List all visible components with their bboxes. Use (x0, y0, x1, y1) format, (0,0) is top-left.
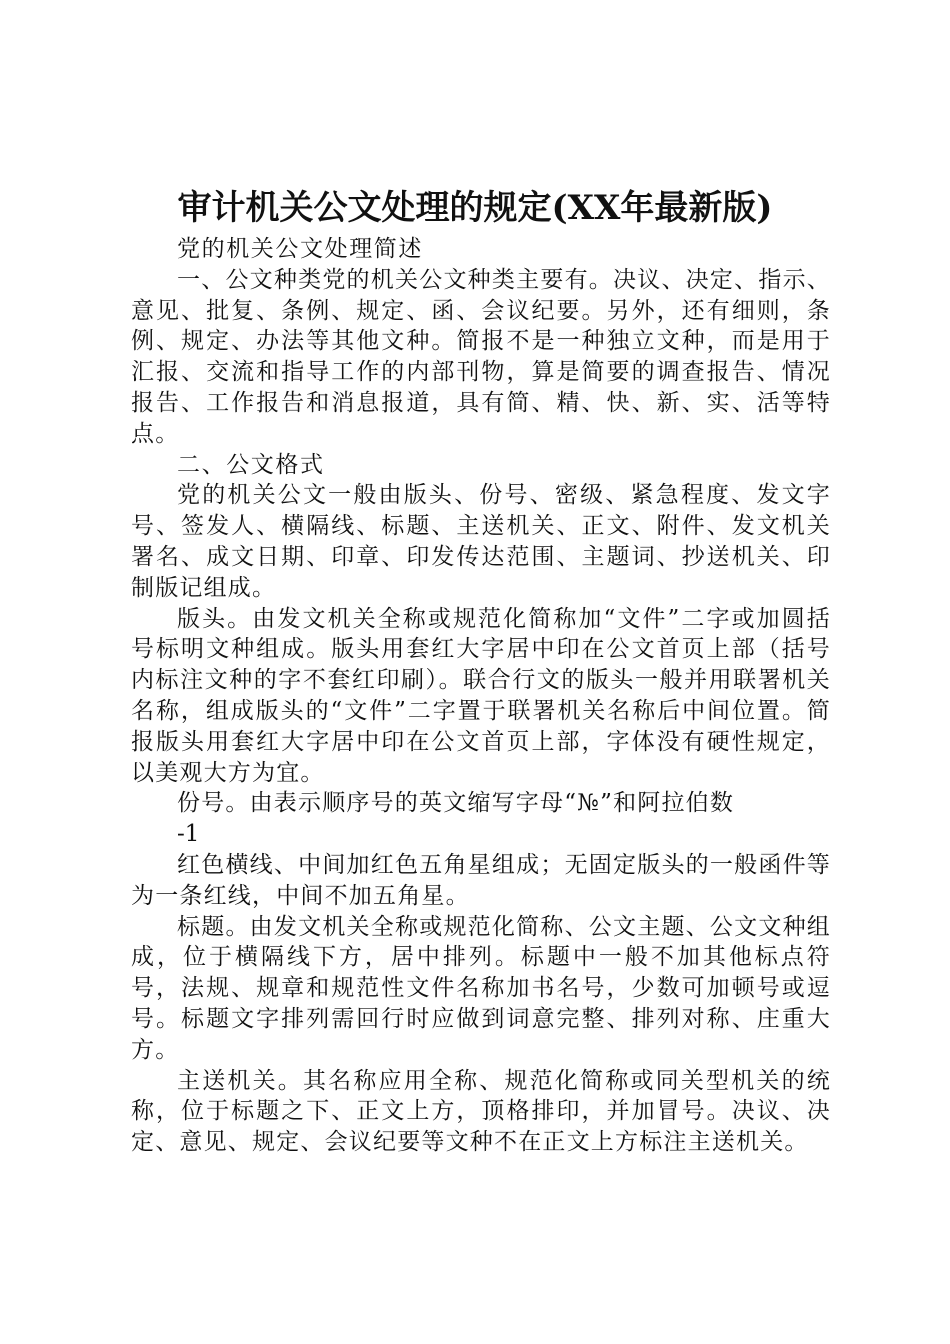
paragraph-format-heading: 二、公文格式 (177, 451, 325, 478)
paragraph-format-components: 党的机关公文一般由版头、份号、密级、紧急程度、发文字号、签发人、横隔线、标题、主送机关、正文、附件、发文机关署名、成文日期、印章、印发传达范围、主题词、抄送机关、印制版记组成。 (131, 482, 831, 601)
paragraph-recipient: 主送机关。其名称应用全称、规范化简称或同关型机关的统称，位于标题之下、正文上方，顶格排印，并加冒号。决议、决定、意见、规定、会议纪要等文种不在正文上方标注主送机关。 (131, 1067, 831, 1156)
paragraph-title-rules: 标题。由发文机关全称或规范化简称、公文主题、公文文种组成，位于横隔线下方，居中排列。标题中一般不加其他标点符号，法规、规章和规范性文件名称加书名号，少数可加顿号或逗号。标题文字排列需回行时应做到词意完整、排列对称、庄重大方。 (131, 913, 831, 1063)
paragraph-intro: 党的机关公文处理简述 (177, 236, 423, 262)
paragraph-letterhead: 版头。由发文机关全称或规范化简称加“文件”二字或加圆括号标明文种组成。版头用套红大字居中印在公文首页上部（括号内标注文种的字不套红印刷）。联合行文的版头一般并用联署机关名称，组成版头的“文件”二字置于联署机关名称后中间位置。简报版头用套红大字居中印在公文首页上部，字体没有硬性规定，以美观大方为宜。 (131, 605, 831, 786)
paragraph-red-line: 红色横线、中间加红色五角星组成；无固定版头的一般函件等为一条红线，中间不加五角星。 (131, 851, 831, 909)
document-body (131, 234, 831, 1158)
paragraph-document-types: 一、公文种类党的机关公文种类主要有。决议、决定、指示、意见、批复、条例、规定、函、会议纪要。另外，还有细则，条例、规定、办法等其他文种。简报不是一种独立文种，而是用于汇报、交流和指导工作的内部刊物，算是简要的调查报告、情况报告、工作报告和消息报道，具有简、精、快、新、实、活等特点。 (131, 266, 831, 447)
page-marker: -1 (177, 821, 200, 848)
paragraph-copy-number: 份号。由表示顺序号的英文缩写字母“№”和阿拉伯数 (177, 790, 735, 817)
document-title: 审计机关公文处理的规定(XX年最新版) (177, 188, 773, 228)
